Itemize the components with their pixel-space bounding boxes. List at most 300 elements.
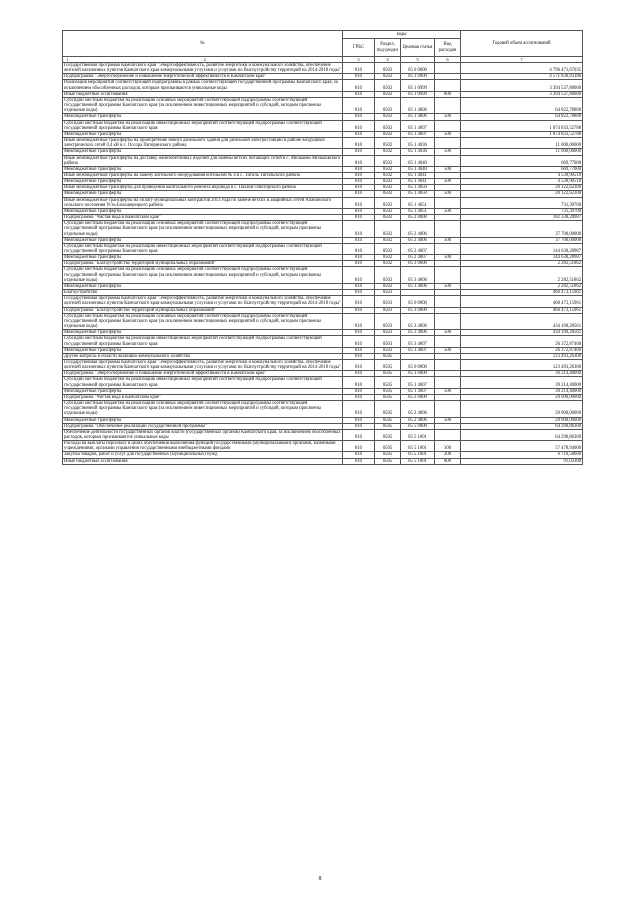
row-amount-cell: 731,39700 (461, 197, 583, 208)
row-name-cell: Субсидии местным бюджетам на реализацию основных мероприятий соответствующей подпрограммы соответствующей государственной программы Камчатского края (за исключением инвестиционных мероприятий и субсидий, которым присвоены отдельные коды) (63, 313, 343, 329)
row-grbs-cell: 810 (343, 243, 375, 254)
table-row (63, 221, 583, 237)
row-name-cell: Подпрограмма "Энергосбережение и повышение энергетической эффективности в Камчатском крае" (63, 74, 343, 80)
row-section-cell: 0505 (375, 371, 401, 377)
row-amount-cell: 123 493,26300 (461, 353, 583, 359)
row-name-cell: Иные межбюджетные трансферты на приобретение нового дизельного здания для дизельной электростанции в районе воздушных электрических сетей 0,4 кВ в с. Оссора Питеринского района (63, 138, 343, 149)
row-amount-cell: 434 100,28561 (461, 330, 583, 336)
row-amount-cell: 123 493,26300 (461, 359, 583, 370)
row-amount-cell: 3 394 537,80000 (461, 80, 583, 91)
row-amount-cell: 434 100,28561 (461, 313, 583, 329)
row-section-cell: 0502 (375, 283, 401, 289)
row-grbs-cell: 810 (343, 452, 375, 458)
row-grbs-cell: 810 (343, 155, 375, 166)
row-target-cell: 05 5 1001 (401, 429, 435, 440)
row-grbs-cell: 810 (343, 401, 375, 417)
row-grbs-cell: 810 (343, 283, 375, 289)
table-body (63, 63, 583, 465)
row-name-cell: Субсидии местным бюджетам на реализацию инвестиционных мероприятий соответствующей подпрограммы соответствующей государственной программы Камчатского края (63, 243, 343, 254)
row-amount-cell: 4 571 830,83186 (461, 74, 583, 80)
row-amount-cell: 39 214,40000 (461, 388, 583, 394)
row-amount-cell: 20 000,00000 (461, 394, 583, 400)
row-grbs-cell: 810 (343, 417, 375, 423)
row-section-cell: 0505 (375, 423, 401, 429)
row-grbs-cell: 810 (343, 423, 375, 429)
row-grbs-cell: 810 (343, 179, 375, 185)
row-grbs-cell: 810 (343, 138, 375, 149)
row-grbs-cell: 810 (343, 63, 375, 74)
row-name-cell: Субсидии местным бюджетам на реализацию инвестиционных мероприятий соответствующей подпрограммы соответствующей государственной программы Камчатского края (63, 120, 343, 131)
row-exptype-cell (435, 120, 461, 131)
row-amount-cell: 64 298,86300 (461, 429, 583, 440)
row-grbs-cell: 810 (343, 191, 375, 197)
table-row (63, 138, 583, 149)
row-section-cell: 0502 (375, 138, 401, 149)
row-name-cell: Подпрограмма "Обеспечение реализации государственной программы" (63, 423, 343, 429)
row-target-cell: 05 5 0000 (401, 423, 435, 429)
row-section-cell: 0502 (375, 179, 401, 185)
row-section-cell: 0503 (375, 307, 401, 313)
row-section-cell: 0503 (375, 336, 401, 347)
row-section-cell: 0502 (375, 215, 401, 221)
row-exptype-cell: 500 (435, 347, 461, 353)
table-row (63, 401, 583, 417)
row-exptype-cell: 500 (435, 255, 461, 261)
column-number: 2 (203, 57, 206, 62)
row-section-cell: 0502 (375, 91, 401, 97)
row-grbs-cell: 810 (343, 394, 375, 400)
row-section-cell: 0505 (375, 377, 401, 388)
table-row (63, 243, 583, 254)
row-section-cell: 0505 (375, 417, 401, 423)
row-amount-cell: 460 473,15961 (461, 290, 583, 296)
row-amount-cell: 731,39700 (461, 208, 583, 214)
row-amount-cell: 2 282,51862 (461, 283, 583, 289)
row-exptype-cell: 200 (435, 452, 461, 458)
row-amount-cell: 1 074 833,52788 (461, 131, 583, 137)
row-amount-cell: 669,77000 (461, 166, 583, 172)
row-amount-cell: 11 000,00000 (461, 138, 583, 149)
row-section-cell: 0502 (375, 114, 401, 120)
row-target-cell: 05 5 1001 (401, 452, 435, 458)
row-grbs-cell: 810 (343, 172, 375, 178)
row-amount-cell: 91,03300 (461, 458, 583, 464)
row-grbs-cell: 810 (343, 296, 375, 307)
row-exptype-cell (435, 243, 461, 254)
row-exptype-cell (435, 359, 461, 370)
row-target-cell: 05 0 0000 (401, 359, 435, 370)
row-section-cell: 0505 (375, 452, 401, 458)
row-amount-cell: 669,77000 (461, 155, 583, 166)
row-section-cell: 0502 (375, 221, 401, 237)
row-exptype-cell (435, 313, 461, 329)
row-name-cell: Реализация мероприятий соответствующей подпрограммы в рамках соответствующей государственной программы Камчатского края, за исключением обособленных расходов, которым присваиваются уникальные коды (63, 80, 343, 91)
row-grbs-cell: 810 (343, 359, 375, 370)
row-exptype-cell (435, 63, 461, 74)
row-amount-cell: 20 122,62300 (461, 185, 583, 191)
row-target-cell: 05 5 1001 (401, 441, 435, 452)
row-section-cell: 0502 (375, 155, 401, 166)
table-row (63, 313, 583, 329)
row-name-cell: Государственная программа Камчатского края "Энергоэффективность, развитие энергетики и коммунального хозяйства, обеспечение жителей населенных пунктов Камчатского края коммунальными услугами и услугами по благоустройству территорий на 2014-2018 годы" (64, 296, 341, 307)
row-amount-cell: 6 710,58600 (461, 452, 583, 458)
row-target-cell: 05 3 0000 (401, 307, 435, 313)
header-section: Раздел, под-раздел (375, 39, 401, 57)
row-grbs-cell: 810 (343, 267, 375, 283)
row-grbs-cell: 810 (343, 120, 375, 131)
row-name-cell: Расходы на выплаты персоналу в целях обеспечения выполнения функций государственными (муниципальными) органами, казенными учреждениями, органами управления государственными внебюджетными фондами (63, 441, 343, 452)
row-exptype-cell: 500 (435, 330, 461, 336)
row-amount-cell: 2 282,51862 (461, 261, 583, 267)
row-amount-cell: 3 394 537,80000 (461, 91, 583, 97)
table-row (63, 63, 583, 74)
row-name-cell: Межбюджетные трансферты (63, 255, 343, 261)
row-section-cell: 0502 (375, 63, 401, 74)
row-amount-cell: 4 796 471,67035 (461, 63, 583, 74)
header-number: № (63, 31, 343, 57)
row-exptype-cell: 500 (435, 166, 461, 172)
row-section-cell: 0502 (375, 237, 401, 243)
row-exptype-cell: 500 (435, 283, 461, 289)
row-amount-cell: 64 822,78888 (461, 97, 583, 113)
row-name-cell: Межбюджетные трансферты (63, 149, 343, 155)
row-target-cell: 05 1 4007 (401, 120, 435, 131)
table-row (63, 267, 583, 283)
row-grbs-cell: 810 (343, 458, 375, 464)
row-target-cell: 05 1 4036 (401, 138, 435, 149)
row-grbs-cell: 810 (343, 429, 375, 440)
header-codes: коды (343, 31, 461, 39)
row-name-cell: Благоустройство (63, 290, 343, 296)
row-exptype-cell (435, 221, 461, 237)
row-amount-cell: 37 700,00000 (461, 237, 583, 243)
column-number: 6 (435, 57, 461, 63)
row-target-cell: 05 2 4006 (401, 417, 435, 423)
row-grbs-cell: 810 (343, 185, 375, 191)
row-section-cell: 0503 (375, 347, 401, 353)
row-name-cell: Иные межбюджетные трансферты на замену котельного оборудования котельной № 4 в с. Тигиль Тигильского района (63, 172, 343, 178)
row-section-cell: 0502 (375, 172, 401, 178)
row-section-cell: 0502 (375, 131, 401, 137)
row-grbs-cell: 810 (343, 261, 375, 267)
table-row (63, 458, 583, 464)
row-exptype-cell (435, 80, 461, 91)
row-exptype-cell: 800 (435, 458, 461, 464)
row-section-cell: 0502 (375, 120, 401, 131)
budget-table (62, 30, 583, 465)
row-grbs-cell: 810 (343, 197, 375, 208)
row-target-cell: 05 3 4007 (401, 347, 435, 353)
row-grbs-cell: 810 (343, 377, 375, 388)
row-target-cell: 05 2 4006 (401, 237, 435, 243)
row-exptype-cell (435, 197, 461, 208)
row-name-cell: Иные бюджетные ассигнования (63, 458, 343, 464)
row-name-cell: Субсидии местным бюджетам на реализацию основных мероприятий соответствующей подпрограммы соответствующей государственной программы Камчатского края (за исключением инвестиционных мероприятий и субсидий, которым присвоены отдельные коды) (63, 267, 343, 283)
row-name-cell: Другие вопросы в области жилищно-коммунального хозяйства (63, 353, 343, 359)
row-exptype-cell: 500 (435, 149, 461, 155)
column-number: 3 (343, 57, 375, 63)
row-grbs-cell: 810 (343, 97, 375, 113)
row-grbs-cell: 810 (343, 388, 375, 394)
row-target-cell: 05 1 4051 (401, 197, 435, 208)
row-amount-cell: 37 700,00000 (461, 221, 583, 237)
row-target-cell: 05 1 4040 (401, 166, 435, 172)
row-amount-cell: 144 638,28987 (461, 255, 583, 261)
row-section-cell: 0502 (375, 185, 401, 191)
row-name-cell: Межбюджетные трансферты (63, 208, 343, 214)
row-target-cell: 05 1 4007 (401, 377, 435, 388)
row-grbs-cell: 810 (343, 114, 375, 120)
row-target-cell: 05 1 4050 (401, 191, 435, 197)
row-section-cell: 0502 (375, 197, 401, 208)
row-name-cell: Субсидии местным бюджетам на реализацию основных мероприятий соответствующей подпрограммы соответствующей государственной программы Камчатского края (за исключением инвестиционных мероприятий и субсидий, которым присвоены отдельные коды) (63, 97, 343, 113)
row-grbs-cell: 810 (343, 290, 375, 296)
row-target-cell: 05 2 0000 (401, 215, 435, 221)
row-target-cell: 05 1 0999 (401, 91, 435, 97)
table-row (63, 97, 583, 113)
column-number: 5 (401, 57, 435, 63)
row-amount-cell: 11 000,00000 (461, 149, 583, 155)
header-grbs: ГРБС (343, 39, 375, 57)
row-amount-cell: 182 338,28987 (461, 215, 583, 221)
row-section-cell: 0502 (375, 166, 401, 172)
row-amount-cell: 2 282,51862 (461, 267, 583, 283)
row-grbs-cell: 810 (343, 347, 375, 353)
table-row (63, 429, 583, 440)
row-section-cell: 0505 (375, 359, 401, 370)
row-target-cell: 05 1 4007 (401, 131, 435, 137)
row-target-cell: 05 3 4007 (401, 336, 435, 347)
row-grbs-cell: 810 (343, 131, 375, 137)
row-section-cell: 0503 (375, 296, 401, 307)
row-name-cell: Подпрограмма "Благоустройство территорий муниципальных образований" (63, 261, 343, 267)
header-amount: Годовой объем ассигнований (461, 31, 583, 57)
row-grbs-cell: 810 (343, 208, 375, 214)
row-name-cell: Государственная программа Камчатского края "Энергоэффективность, развитие энергетики и коммунального хозяйства, обеспечение жителей населенных пунктов Камчатского края коммунальными услугами и услугами по благоустройству территорий на 2014-2018 годы" (64, 63, 341, 74)
row-exptype-cell (435, 138, 461, 149)
row-section-cell: 0503 (375, 330, 401, 336)
row-name-cell: Межбюджетные трансферты (63, 191, 343, 197)
row-target-cell: 05 1 4041 (401, 172, 435, 178)
row-name-cell: Субсидии местным бюджетам на реализацию инвестиционных мероприятий соответствующей подпрограммы соответствующей государственной программы Камчатского края (63, 377, 343, 388)
page-number: 8 (318, 876, 322, 882)
row-name-cell: Межбюджетные трансферты (63, 330, 343, 336)
row-amount-cell: 20 000,00000 (461, 417, 583, 423)
row-exptype-cell: 100 (435, 441, 461, 452)
row-name-cell: Субсидии местным бюджетам на реализацию основных мероприятий соответствующей подпрограммы соответствующей государственной программы Камчатского края (за исключением инвестиционных мероприятий и субсидий, которым присвоены отдельные коды) (63, 221, 343, 237)
table-row (63, 80, 583, 91)
column-number: 4 (375, 57, 401, 63)
table-row (63, 441, 583, 452)
table-row (63, 377, 583, 388)
row-amount-cell: 20 122,62300 (461, 191, 583, 197)
table-row (63, 296, 583, 307)
row-section-cell: 0502 (375, 243, 401, 254)
row-name-cell: Иные межбюджетные трансферты на доставку железобетонных изделий для замены ветхих питающих сетей в с. Мильково Мильковского района (63, 155, 343, 166)
row-name-cell: Межбюджетные трансферты (63, 237, 343, 243)
row-grbs-cell: 810 (343, 313, 375, 329)
row-target-cell: 05 2 4006 (401, 401, 435, 417)
row-name-cell: Межбюджетные трансферты (63, 131, 343, 137)
row-exptype-cell (435, 429, 461, 440)
row-section-cell: 0502 (375, 74, 401, 80)
row-name-cell: Межбюджетные трансферты (63, 179, 343, 185)
row-grbs-cell: 810 (343, 221, 375, 237)
row-grbs-cell: 810 (343, 215, 375, 221)
row-amount-cell: 64 298,86300 (461, 423, 583, 429)
row-grbs-cell: 810 (343, 336, 375, 347)
row-name-cell: Субсидии местным бюджетам на реализацию основных мероприятий соответствующей подпрограммы соответствующей государственной программы Камчатского края (за исключением инвестиционных мероприятий и субсидий, которым присвоены отдельные коды) (63, 401, 343, 417)
row-name-cell: Подпрограмма "Чистая вода в Камчатском крае" (63, 394, 343, 400)
row-name-cell: Государственная программа Камчатского края "Энергоэффективность, развитие энергетики и коммунального хозяйства, обеспечение жителей населенных пунктов Камчатского края коммунальными услугами и услугами по благоустройству территорий на 2014-2018 годы" (64, 359, 341, 371)
table-row (63, 336, 583, 347)
row-section-cell: 0502 (375, 80, 401, 91)
row-exptype-cell: 500 (435, 208, 461, 214)
row-grbs-cell: 810 (343, 255, 375, 261)
row-amount-cell: 460 473,15961 (461, 296, 583, 307)
row-name-cell: Межбюджетные трансферты (63, 166, 343, 172)
row-section-cell: 0503 (375, 313, 401, 329)
row-amount-cell: 26 372,87400 (461, 347, 583, 353)
header-expense-type: Вид расходов (435, 39, 461, 57)
row-section-cell: 0502 (375, 267, 401, 283)
row-target-cell: 05 1 4041 (401, 179, 435, 185)
row-section-cell: 0503 (375, 290, 401, 296)
row-target-cell: 05 5 1001 (401, 458, 435, 464)
row-target-cell: 05 1 4007 (401, 388, 435, 394)
row-section-cell: 0505 (375, 353, 401, 359)
row-target-cell: 05 1 0000 (401, 74, 435, 80)
row-amount-cell: 57 478,94000 (461, 441, 583, 452)
row-section-cell: 0505 (375, 401, 401, 417)
row-exptype-cell (435, 401, 461, 417)
row-section-cell: 0502 (375, 97, 401, 113)
row-name-cell: Иные бюджетные ассигнования (63, 91, 343, 97)
row-grbs-cell: 810 (343, 441, 375, 452)
row-grbs-cell: 810 (343, 371, 375, 377)
row-grbs-cell: 810 (343, 91, 375, 97)
column-number: 7 (461, 57, 583, 63)
row-name-cell: Иные межбюджетные трансферты на оплату муниципальных контрактов 2013 года по замене ветхих и аварийных сетей Апачинского сельского поселения Усть-Большерецкого района (63, 197, 343, 208)
row-section-cell: 0502 (375, 261, 401, 267)
row-exptype-cell (435, 336, 461, 347)
row-exptype-cell: 500 (435, 114, 461, 120)
row-section-cell: 0505 (375, 441, 401, 452)
row-exptype-cell (435, 267, 461, 283)
row-grbs-cell: 810 (343, 353, 375, 359)
row-amount-cell: 39 214,40000 (461, 377, 583, 388)
row-name-cell: Подпрограмма "Благоустройство территорий муниципальных образований" (63, 307, 343, 313)
row-amount-cell: 20 000,00000 (461, 401, 583, 417)
row-name-cell: Закупка товаров, работ и услуг для государственных (муниципальных) нужд (63, 452, 343, 458)
row-section-cell: 0502 (375, 149, 401, 155)
row-name-cell: Межбюджетные трансферты (63, 347, 343, 353)
table-row (63, 120, 583, 131)
row-exptype-cell: 800 (435, 91, 461, 97)
row-target-cell: 05 1 4050 (401, 185, 435, 191)
row-section-cell: 0502 (375, 208, 401, 214)
row-target-cell: 05 3 4006 (401, 283, 435, 289)
row-target-cell: 05 3 4006 (401, 330, 435, 336)
row-amount-cell: 64 822,78888 (461, 114, 583, 120)
row-amount-cell: 26 372,87400 (461, 336, 583, 347)
column-number: 1 (66, 57, 69, 62)
row-grbs-cell: 810 (343, 237, 375, 243)
row-target-cell: 05 0 0000 (401, 63, 435, 74)
row-target-cell: 05 2 4006 (401, 221, 435, 237)
row-name-cell: Субсидии местным бюджетам на реализацию инвестиционных мероприятий соответствующей подпрограммы соответствующей государственной программы Камчатского края (63, 336, 343, 347)
row-target-cell: 05 1 0000 (401, 371, 435, 377)
row-amount-cell: 460 473,15961 (461, 307, 583, 313)
row-section-cell: 0505 (375, 394, 401, 400)
row-grbs-cell: 810 (343, 307, 375, 313)
row-target-cell: 05 1 4006 (401, 97, 435, 113)
row-name-cell: Подпрограмма "Чистая вода в Камчатском крае" (63, 215, 343, 221)
row-target-cell: 05 2 0000 (401, 394, 435, 400)
row-exptype-cell: 500 (435, 131, 461, 137)
row-name-cell: Межбюджетные трансферты (63, 388, 343, 394)
row-target-cell: 05 1 4040 (401, 155, 435, 166)
row-name-cell: Подпрограмма "Энергосбережение и повышение энергетической эффективности в Камчатском крае" (63, 371, 343, 377)
row-section-cell: 0505 (375, 388, 401, 394)
table-row (63, 359, 583, 370)
table-row (63, 155, 583, 166)
row-exptype-cell (435, 97, 461, 113)
row-grbs-cell: 810 (343, 74, 375, 80)
row-name-cell: Межбюджетные трансферты (63, 114, 343, 120)
row-name-cell: Обеспечение деятельности государственных органов власти (государственных органов) Камчатского края, за исключением обособленных расходов, которым присваиваются уникальные коды (64, 429, 341, 440)
row-grbs-cell: 810 (343, 330, 375, 336)
row-name-cell: Иные межбюджетные трансферты для проведения капитального ремонта водовода в с. Пахачи Олюторского района (63, 185, 343, 191)
row-target-cell: 05 1 4006 (401, 114, 435, 120)
row-exptype-cell: 500 (435, 179, 461, 185)
row-target-cell: 05 2 4007 (401, 243, 435, 254)
row-section-cell: 0502 (375, 191, 401, 197)
table-header (63, 31, 583, 63)
row-exptype-cell (435, 377, 461, 388)
row-amount-cell: 4 530,90510 (461, 179, 583, 185)
row-amount-cell: 144 638,28987 (461, 243, 583, 254)
row-exptype-cell: 500 (435, 191, 461, 197)
row-exptype-cell: 500 (435, 417, 461, 423)
row-target-cell: 05 0 0000 (401, 296, 435, 307)
header-target-article: Целевая статья (401, 39, 435, 57)
table-row (63, 197, 583, 208)
row-amount-cell: 1 074 833,52788 (461, 120, 583, 131)
row-section-cell: 0502 (375, 255, 401, 261)
row-exptype-cell (435, 155, 461, 166)
row-name-cell: Межбюджетные трансферты (63, 283, 343, 289)
row-target-cell: 05 1 0999 (401, 80, 435, 91)
row-target-cell: 05 3 4006 (401, 267, 435, 283)
row-section-cell: 0505 (375, 458, 401, 464)
row-name-cell: Межбюджетные трансферты (63, 417, 343, 423)
row-grbs-cell: 810 (343, 149, 375, 155)
row-target-cell: 05 1 4051 (401, 208, 435, 214)
row-amount-cell: 39 214,40000 (461, 371, 583, 377)
row-grbs-cell: 810 (343, 80, 375, 91)
row-target-cell: 05 3 4006 (401, 313, 435, 329)
row-section-cell: 0505 (375, 429, 401, 440)
row-target-cell: 05 1 4036 (401, 149, 435, 155)
row-exptype-cell: 500 (435, 237, 461, 243)
row-exptype-cell (435, 296, 461, 307)
row-target-cell: 05 2 4007 (401, 255, 435, 261)
row-exptype-cell: 500 (435, 388, 461, 394)
row-amount-cell: 4 530,90510 (461, 172, 583, 178)
row-grbs-cell: 810 (343, 166, 375, 172)
row-target-cell: 05 3 0000 (401, 261, 435, 267)
